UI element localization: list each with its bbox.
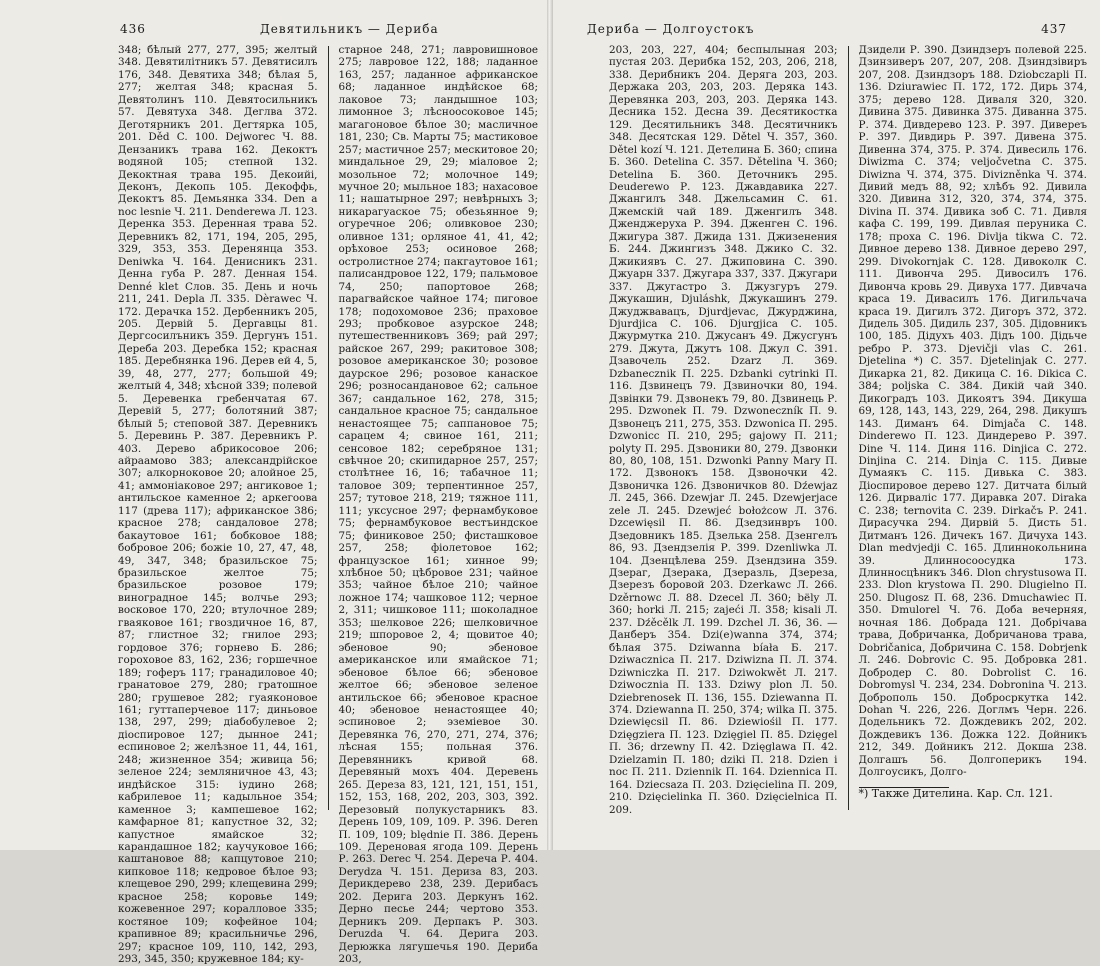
right-page bbox=[553, 0, 1100, 850]
column-divider bbox=[328, 46, 329, 810]
column-text: Дзидели Р. 390. Дзиндзеръ полевой 225. Дзинзиверъ 207, 207, 208. Дзиндзівиръ 207, 208. Дзиндзоръ 188. Dziobczapli П. 136. Dziurawiec П. 172, 172. Дирь 374, 375; дерево 128. Диваля 320, 320. Дивина 375. Дивинка 375. Диванна 375. Р. 374. Дивдерево 123. Р. 397. Дивереъ Р. 397. Дивдирь Р. 397. Дивена 375. Дивенна 374, 375. Р. 374. Дивесиль 176. Diwizma С. 374; veljočvetna С. 375. Diwizna Ч. 374, 375. Divizněnka Ч. 374. Дивий медъ 88, 92; хлѣбъ 92. Дивила 320. Дивина 312, 320, 374, 374, 375. Divina П. 374. Дивика зоб С. 71. Дивля кафа С. 199, 199. Дивлая перуника С. 178; проха С. 196. Divlja tikwa С. 72. Дивное дерево 138. Дивное дерево 297, 299. Divokornjak С. 128. Дивоколк С. 111. Дивонча 295. Дивосилъ 176. Дивонча кровь 29. Дивуха 177. Дивчача краса 19. Дивасилъ 176. Дигильчача краса 19. Дигилъ 372. Дигоръ 372, 372. Дидель 305. Дидиль 237, 305. Дідовникъ 100, 185. Дідухъ 403. Дідъ 100. Дідьче ребро Р. 373. Djevičji vlas С. 261. Djetelina *) С. 357. Djetelinjak С. 277. Дикарка 21, 82. Дикица С. 16. Dikica С. 384; poljska С. 384. Дикій чай 340. Дикоградъ 103. Дикоятъ 394. Дикуша 69, 128, 143, 143, 229, 264, 298. Дикушъ 143. Диманъ 64. Dimjača С. 148. Dinderewo П. 123. Диндерево Р. 397. Dine Ч. 114. Диня 116. Dinjica С. 272. Dinjina С. 214. Dinja С. 115. Дивые Думаякъ С. 115. Дивька С. 383. Діоспировое дерево 127. Дитчата білый 126. Дирваліс 177. Диравка 207. Diraka С. 238; ternovita С. 239. Dirkačъ Р. 241. Дирасучка 294. Дирвій 5. Дисть 51. Дитманъ 126. Дичекъ 167. Дичуха 143. Dlan medvjedji С. 165. Длиннокольнина 39. Длинносоосудка 173. Длинносцѣникъ 346. Dlon chrystusowa П. 233. Dlon krystowa П. 290. Dlugielno П. 250. Dlugosz П. 68, 236. Dmuchawiec П. 350. Dmulorel Ч. 76. Доба вечерняя, ночная 186. Добрада 121. Добрічава трава, Добричанка, Добричанова трава, Dobričanica, Добричина С. 158. Dobrjenk Л. 246. Dobrovic С. 95. Добровка 281. Добродер С. 80. Dobrolist С. 16. Dobromysl Ч. 234, 234. Dobronina Ч. 213. Доброполь 150. Добросркутка 142. Dohan Ч. 226, 226. Доглмъ Черн. 226. Додельникъ 72. Дождевикъ 202, 202. Дождевикъ 136. Дожка 122. Дойникъ 212, 349. Дойникъ 212. Докша 238. Долгашъ 56. Долгоперикъ 194. Долгоусикъ, Долго- bbox=[858, 44, 1087, 779]
right-page-header bbox=[587, 22, 1067, 38]
text-column bbox=[609, 44, 838, 844]
running-head: Дериба — Долгоустокъ bbox=[587, 22, 755, 36]
column-text: 203, 203, 227, 404; беспылыная 203; пустая 203. Дерибка 152, 203, 206, 218, 338. Дерибникъ 204. Деряга 203, 203. Держака 203, 203, 203. Деряка 143. Деревянка 203, 203, 203. Деряка 143. Десника 152. Десна 39. Десятикостка 129. Десятильникъ 348. Десятичникъ 348. Десятская 129. Dětel Ч. 357, 360. Dětel kozí Ч. 121. Детелина Б. 360; спина Б. 360. Detelina С. 357. Dětelina Ч. 360; Detelina Б. 360. Деточникъ 295. Deuderewo Р. 123. Джавдавика 227. Джангилъ 348. Джельсамин С. 61. Джемскій чай 189. Дженгилъ 348. Дженджеруха Р. 394. Дженген С. 196. Джигура 387. Джида 131. Джизенения Б. 244. Джингизъ 348. Джико С. 32. Джикиявъ С. 27. Джиповина С. 390. Джуарн 337. Джугара 337, 337. Джугари 337. Джугастро 3. Джузгуръ 279. Джукашин, Djuláshk, Джукашинъ 279. Джуджвавацъ, Djurdjevac, Джурджина, Djurdjica С. 106. Djurgjica С. 105. Джурмутка 210. Джусанъ 49. Джусгунъ 279. Джута, Джутъ 108. Джул С. 391. Дзавочель 252. Dzarz Л. 369. Dzbanecznik П. 225. Dzbanki cytrinki П. 116. Дзвинецъ 79. Дзвиночки 80, 194. Дзвінки 79. Дзвонекъ 79, 80. Дзвинець Р. 295. Dzwonek П. 79. Dzwoneczník П. 9. Дзвонецъ 211, 275, 353. Dzwonica П. 295. Dzwonicc П. 210, 295; gajowy П. 211; polyty П. 295. Дзвоники 80, 279. Дзвонки 80, 80, 108, 151. Dzwonki Panny Mary П. 172. Дзвонокъ 158. Дзвоночки 42. Дзвоничка 126. Дзвоничков 80. Dźewjaz Л. 245, 366. Dzewjar Л. 245. Dzewjerjace zele Л. 245. Dzewjeć bołożcow Л. 376. Dzcewięsil П. 86. Дзедзинвръ 100. Дзедовникъ 185. Дзелька 258. Дзенгелъ 86, 93. Дзендзелія Р. 399. Dzenliwka Л. 104. Дзенцѣлева 259. Дзендзина 359. Дзераг, Дзерака, Дзеразль, Дзереза, Дзерезъ боровой 203. Dzerkawc Л. 266. Dzěrnowc Л. 88. Dzecel Л. 360; bëly Л. 360; horki Л. 215; zajeći Л. 358; kisali Л. 237. Dźěcělk Л. 199. Dzchel Л. 36, 36. — Данберъ 354. Dzi(e)wanna 374, 374; бѣлая 375. Dziwanna bíała Б. 217. Dziwacznica П. 217. Dziwizna П. Л. 374. Dziwniczka П. 217. Dziwokwět Л. 217. Dziwocznia П. 133. Dziwy plon Л. 50. Dziebrenosek П. 136, 155. Dziewanna П. 374. Dziewanna П. 250, 374; wilka П. 375. Dziewięcsil П. 86. Dziewiośil П. 177. Dzięgziera П. 123. Dzięgiel П. 85. Dzięgel П. 36; drzewny П. 42. Dzięglawa П. 42. Dzielzamin П. 180; dziki П. 218. Dzien i noc П. 211. Dziennik П. 164. Dziennica П. 164. Dziecsaza П. 203. Dzięcielina П. 209, 210. Dzięcielinka П. 360. Dzięcielnica П. 209. bbox=[609, 44, 838, 816]
page-number: 437 bbox=[1041, 22, 1067, 36]
text-column bbox=[338, 44, 539, 966]
left-page-header bbox=[120, 22, 520, 38]
left-page-columns bbox=[118, 44, 538, 966]
text-column bbox=[118, 44, 318, 966]
page-number: 436 bbox=[120, 22, 146, 36]
footnote: *) Также Дителина. Кар. Сл. 121. bbox=[858, 786, 1053, 800]
right-page-columns bbox=[609, 44, 1087, 844]
column-text: 348; бѣлый 277, 277, 395; желтый 348. Девятилітникъ 57. Девятисилъ 176, 348. Девятиха 348; бѣлая 5, 277; желтая 348; красная 5. Девятолинъ 110. Девятосильникъ 57. Девятуха 348. Деглва 372. Деготярникъ 201. Дегтярка 105, 201. Děd C. 100. Dejworec Ч. 88. Дензаникъ трава 162. Декоктъ водяной 105; степной 132. Декоктная трава 195. Декоийі, Деконъ, Декопь 105. Декоффь, Декоктъ 85. Демьянка 334. Den a noc lesnie Ч. 211. Denderewa Л. 123. Деренка 353. Деренная трава 52. Деревникъ 82, 171, 194, 205, 295, 329, 353, 353. Деренянца 353. Deniwka Ч. 164. Денисникъ 231. Денна губа Р. 287. Денная 154. Denné klet Слов. 35. День и ночь 211, 241. Depla Л. 335. Dèrawec Ч. 172. Дерачка 152. Дербенникъ 205, 205. Дервій 5. Дергавцы 81. Дергсосилъникъ 359. Дергунъ 151. Дереба 203. Деребка 152; красная 185. Деребнянка 196. Дерев ей 4, 5, 39, 48, 277, 277; большой 49; желтый 4, 348; хѣсной 339; полевой 5. Деревенка гребенчатая 67. Деревій 5, 277; болотяний 387; бѣлый 5; степовой 387. Деревникъ 5. Деревинь Р. 387. Деревникъ Р. 403. Дерево абрикосовое 206; айраамово 383; александрійское 307; алкорноковое 20; алойное 25, 41; аммоніаковое 297; ангиковое 1; антильское каменное 2; аркегоова 117 (древа 117); африканское 386; красное 278; сандаловое 278; бакаутовое 161; бобковое 188; бобровое 206; божіе 10, 27, 47, 48, 49, 347, 348; бразильское 75; бразильское желтое 75; бразильское розовое 179; виноградное 145; волчье 293; восковое 170, 220; втулочное 289; гваяковое 161; гвоздичное 16, 87, 87; глистное 32; гнилое 293; гордовое 376; горнево Б. 286; гороховое 83, 162, 236; горшечное 189; гоферъ 117; гранадиловое 40; гранатовое 279, 280; гратошное 280; грушевое 282; гуаяконовое 161; гуттаперчевое 117; диньовое 138, 297, 299; діабобулевое 2; діоспировое 127; дынное 241; еспиновое 2; желѣзное 11, 44, 161, 248; жизненное 354; живица 56; зеленое 224; земляничное 43, 43; индѣйское 315: іудино 268; кабрилевое 11; кадыльное 354; каменное 3; кампешевое 162; камфарное 81; капустное 32, 32; капустное ямайское 32; карандашное 182; каучуковое 166; каштановое 88; капцутовое 210; кипковое 118; кедровое бѣлое 93; клещевое 290, 299; клещевина 299; красное 258; коровье 149; кожевенное 297; коралловое 335; костяное 109; кофейное 104; крапивное 89; красильничье 296, 297; красное 109, 110, 142, 293, 293, 345, 350; кружевное 184; ку- bbox=[118, 44, 318, 966]
column-text: старное 248, 271; лавровишновое 275; лавровое 122, 188; ладанное 163, 257; ладанное африканское 68; ладанное индѣйское 68; лаковое 73; ландышное 103; лимонное 3; лѣсноосоковое 145; магагоновое бѣлое 30; масличное 181, 230; Св. Марты 75; мастиковое 257; мастичное 257; мескитовое 20; миндальное 29, 29; міаловое 2; мозольное 72; молочное 149; мучное 20; мыльное 183; нахасовое 11; нашатырное 297; невѣрныхъ 3; никарагуаское 75; обезьянное 9; огуречное 206; оливковое 230; оливное 131; орляное 41, 41, 42; орѣховое 253; осиновое 268; остролистное 274; пакгаутовое 161; палисандровое 122, 179; пальмовое 74, 250; папортовое 268; парагвайское чайное 174; пиговое 178; подохомовое 236; праховое 293; пробковое азурское 248; путешественниковъ 369; рай 297; райское 267, 299; ракитовое 308; розовое американское 30; розовое даурское 296; розовое канаское 296; розносандановое 62; сальное 367; сандальное 162, 278, 315; сандальное красное 75; сандальное ненастоящее 75; саппановое 75; сарацем 4; свиное 161, 211; сенсовое 182; серебряное 131; свѣчное 20; скипидарное 257, 257; столѣтнее 16, 16; табачное 11; таловое 309; терпентинное 257, 257; тутовое 218, 219; тяжное 111, 111; уксусное 297; фернамбуковое 75; фернамбуковое вестъиндское 75; финиковое 250; фисташковое 257, 258; фіолетовое 162; французское 161; хинное 99; хлѣбное 50; цѣбровое 231; чайное 353; чайное бѣлое 210; чайное ложное 174; чашковое 112; черное 2, 311; чишковое 111; шоколадное 353; шелковое 226; шелковичное 219; шпоровое 2, 4; щовитое 40; эбеновое 90; эбеновое американское или ямайское 71; эбеновое бѣлое 66; эбеновое желтое 66; эбеновое зеленое антильское 66; эбеновое красное 40; эбеновое ненастоящее 40; эспиновое 2; эземіевое 30. Деревянка 76, 270, 271, 274, 376; лѣсная 155; польная 376. Деревянникъ кривой 68. Деревяный мохъ 404. Деревень 265. Дереза 83, 121, 121, 151, 151, 152, 153, 168, 202, 203, 303, 392. Дерезовый полукустарникъ 83. Дерень 109, 109, 109. Р. 396. Deren П. 109, 109; blędnie П. 386. Дерень 109. Дереновая ягода 109. Дерень Р. 263. Derec Ч. 254. Дереча Р. 404. Derydza Ч. 151. Дериза 83, 203. Дерикдерево 238, 239. Дерибасъ 202. Дерига 203. Деркунъ 162. Дерно песье 244; чертово 353. Дерникъ 209. Дерпакъ Р. 303. Deruzda Ч. 64. Дерига 203. Дерюжка лягушечья 190. Дериба 203, bbox=[338, 44, 538, 966]
text-column bbox=[859, 44, 1088, 844]
left-page bbox=[0, 0, 547, 966]
column-divider bbox=[848, 46, 849, 810]
running-head: Девятильникъ — Дериба bbox=[260, 22, 439, 36]
